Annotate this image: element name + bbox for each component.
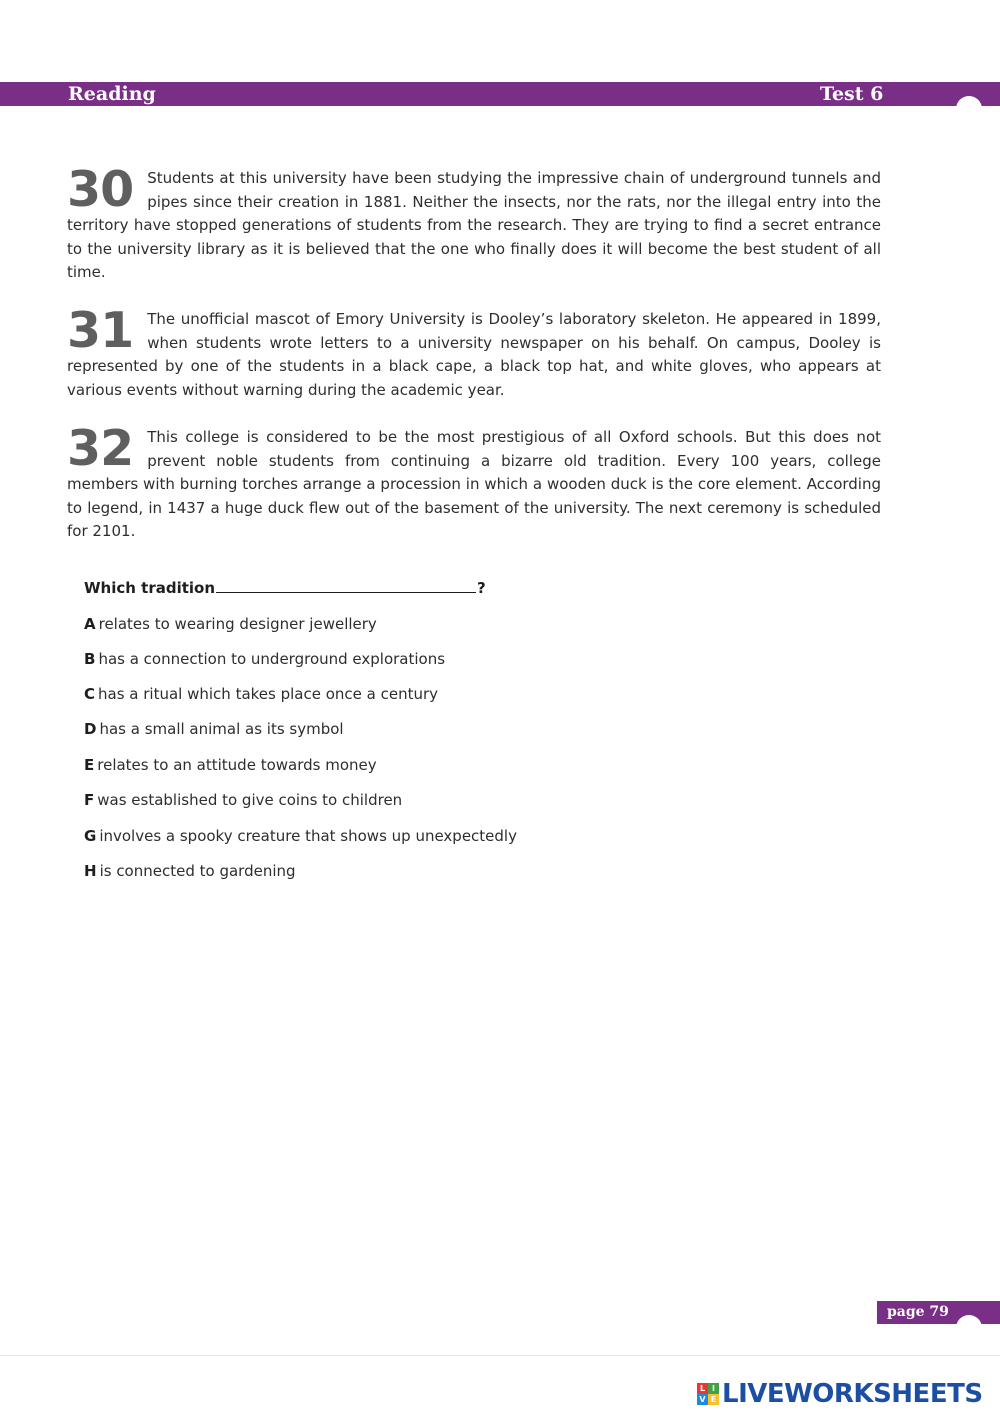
option-text: is connected to gardening: [99, 862, 296, 880]
passage-number: 32: [67, 420, 134, 477]
option-text: has a ritual which takes place once a century: [98, 685, 439, 703]
option-letter: F: [84, 791, 95, 809]
option-text: relates to an attitude towards money: [97, 756, 377, 774]
option-e: [84, 756, 377, 774]
test-title: Test 6: [820, 83, 884, 105]
passage-31: [67, 302, 881, 402]
brand-name: LIVEWORKSHEETS: [722, 1379, 983, 1409]
page-number-tab: [877, 1301, 1000, 1324]
option-d: [84, 720, 344, 738]
logo-letter-e: E: [708, 1394, 719, 1405]
passage-number: 30: [67, 161, 134, 218]
option-text: has a connection to underground explorations: [98, 650, 446, 668]
option-text: involves a spooky creature that shows up unexpectedly: [99, 827, 517, 845]
option-a: [84, 615, 377, 633]
liveworksheets-brand[interactable]: [697, 1377, 983, 1411]
option-text: relates to wearing designer jewellery: [98, 615, 377, 633]
header-band: [0, 82, 1000, 106]
option-f: [84, 791, 402, 809]
section-title: Reading: [68, 83, 156, 105]
page-number: page 79: [887, 1304, 949, 1320]
option-text: was established to give coins to children: [97, 791, 403, 809]
option-letter: C: [84, 685, 96, 703]
passage-text: The unofficial mascot of Emory University is Dooley’s laboratory skeleton. He appeared in 1899, when students wrote letters to a university newspaper on his behalf. On campus, Dooley is represented by one of the students in a black cape, a black top hat, and white gloves, who appears at various events without warning during the academic year.: [67, 310, 881, 399]
option-c: [84, 685, 438, 703]
option-letter: A: [84, 615, 96, 633]
option-b: [84, 650, 445, 668]
passage-30: [67, 161, 881, 285]
option-letter: D: [84, 720, 97, 738]
footer-divider: [0, 1355, 1000, 1356]
logo-letter-v: V: [697, 1394, 708, 1405]
answer-blank[interactable]: [216, 578, 476, 593]
logo-letter-i: I: [708, 1383, 719, 1394]
question-mark: ?: [477, 579, 486, 597]
option-letter: E: [84, 756, 95, 774]
question-stem: [84, 578, 486, 597]
option-letter: G: [84, 827, 97, 845]
header-tab-notch: [956, 96, 982, 116]
option-text: has a small animal as its symbol: [99, 720, 344, 738]
option-h: [84, 862, 296, 880]
option-letter: B: [84, 650, 96, 668]
passage-32: [67, 420, 881, 544]
passage-text: This college is considered to be the most prestigious of all Oxford schools. But this does not prevent noble students from continuing a bizarre old tradition. Every 100 years, college members with burning torches arrange a procession in which a wooden duck is the core element. According to legend, in 1437 a huge duck flew out of the basement of the university. The next ceremony is scheduled for 2101.: [67, 428, 881, 540]
passage-number: 31: [67, 302, 134, 359]
option-g: [84, 827, 517, 845]
passage-text: Students at this university have been studying the impressive chain of underground tunnels and pipes since their creation in 1881. Neither the insects, nor the rats, nor the illegal entry into the territory have stopped generations of students from the research. They are trying to find a secret entrance to the university library as it is believed that the one who finally does it will become the best student of all time.: [67, 169, 881, 281]
liveworksheets-logo-icon: [697, 1383, 719, 1405]
logo-letter-l: L: [697, 1383, 708, 1394]
question-text: Which tradition: [84, 579, 216, 597]
page-tab-notch: [956, 1315, 982, 1329]
option-letter: H: [84, 862, 97, 880]
